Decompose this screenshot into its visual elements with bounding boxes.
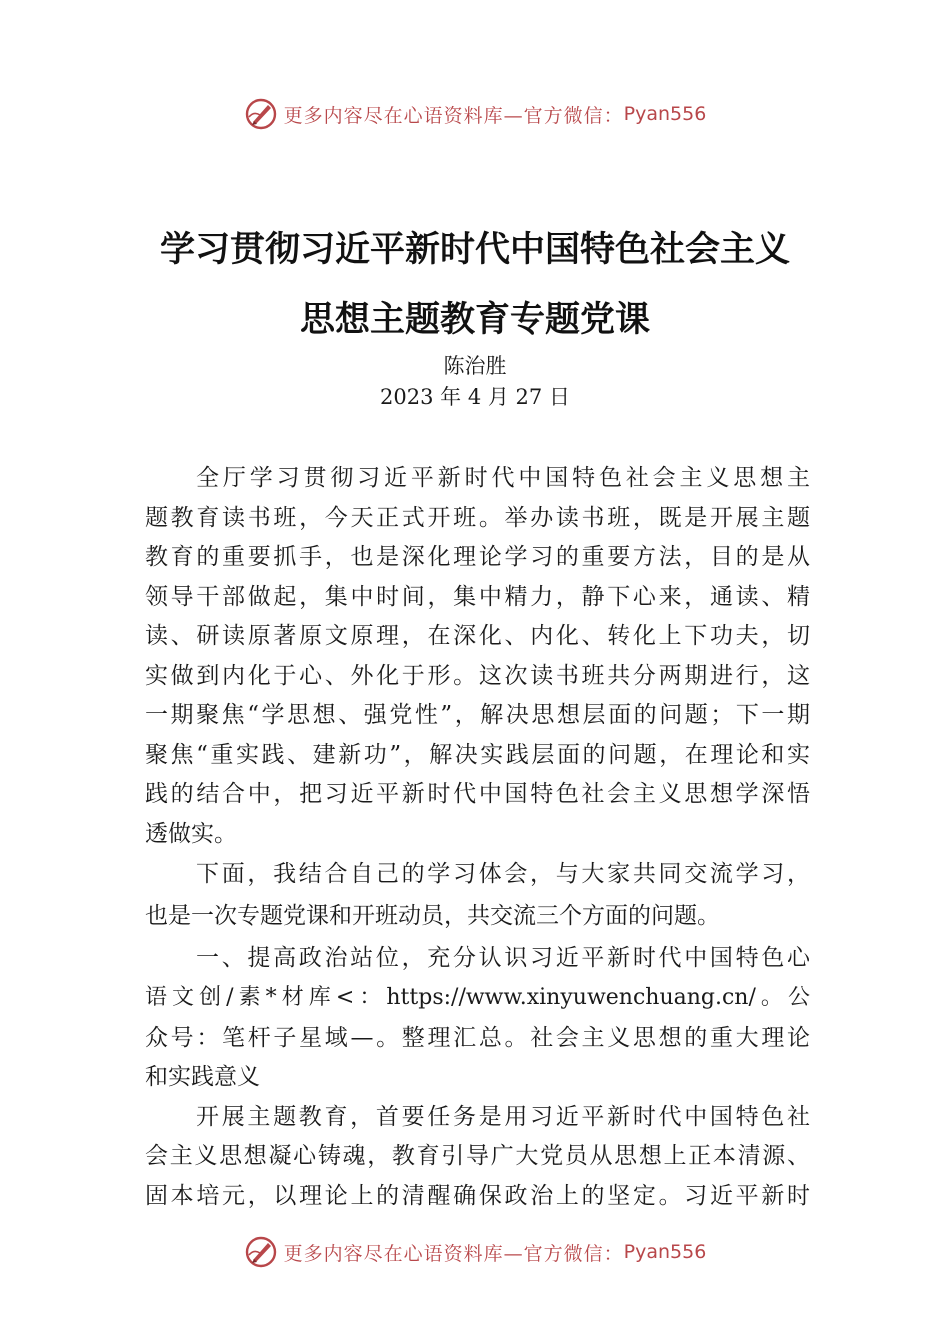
document-author: 陈治胜 — [443, 354, 507, 378]
body-line: 众号：笔杆子星域—。整理汇总。社会主义思想的重大理论 — [145, 1025, 810, 1051]
header-banner — [0, 94, 950, 134]
body-line: 聚焦“重实践、建新功”，解决实践层面的问题，在理论和实 — [145, 742, 810, 768]
document-date: 2023 年 4 月 27 日 — [380, 385, 570, 409]
body-line: 开展主题教育，首要任务是用习近平新时代中国特色社 — [196, 1104, 810, 1130]
banner-wechat-id: Pyan556 — [623, 103, 707, 125]
body-line: 一、提高政治站位，充分认识习近平新时代中国特色心 — [196, 945, 810, 971]
body-line: 也是一次专题党课和开班动员，共交流三个方面的问题。 — [145, 903, 720, 929]
body-line: 语文创/素*材库<：https://www.xinyuwenchuang.cn/。公 — [145, 985, 810, 1010]
document-title-line1: 学习贯彻习近平新时代中国特色社会主义 — [159, 229, 790, 270]
banner-text: 更多内容尽在心语资料库—官方微信： — [283, 1242, 624, 1265]
banner-text: 更多内容尽在心语资料库—官方微信： — [283, 104, 624, 127]
document-title-line2: 思想主题教育专题党课 — [299, 299, 650, 340]
footer-banner — [0, 1232, 950, 1272]
body-line: 透做实。 — [145, 821, 237, 847]
body-line: 教育的重要抓手，也是深化理论学习的重要方法，目的是从 — [145, 544, 810, 570]
body-line: 固本培元，以理论上的清醒确保政治上的坚定。习近平新时 — [145, 1183, 810, 1209]
body-line: 领导干部做起，集中时间，集中精力，静下心来，通读、精 — [145, 584, 810, 610]
body-line: 全厅学习贯彻习近平新时代中国特色社会主义思想主 — [196, 465, 810, 491]
body-line: 读、研读原著原文原理，在深化、内化、转化上下功夫，切 — [145, 623, 810, 649]
body-line: 实做到内化于心、外化于形。这次读书班共分两期进行，这 — [145, 663, 810, 689]
banner-wechat-id: Pyan556 — [623, 1241, 707, 1263]
body-line: 题教育读书班，今天正式开班。举办读书班，既是开展主题 — [145, 505, 810, 531]
pen-logo-icon — [244, 97, 278, 131]
body-line: 践的结合中，把习近平新时代中国特色社会主义思想学深悟 — [145, 781, 810, 807]
body-line: 一期聚焦“学思想、强党性”，解决思想层面的问题；下一期 — [145, 702, 810, 728]
body-line: 会主义思想凝心铸魂，教育引导广大党员从思想上正本清源、 — [145, 1143, 810, 1169]
body-line: 和实践意义 — [145, 1064, 260, 1090]
pen-logo-icon — [244, 1235, 278, 1269]
body-line: 下面，我结合自己的学习体会，与大家共同交流学习， — [196, 861, 810, 887]
